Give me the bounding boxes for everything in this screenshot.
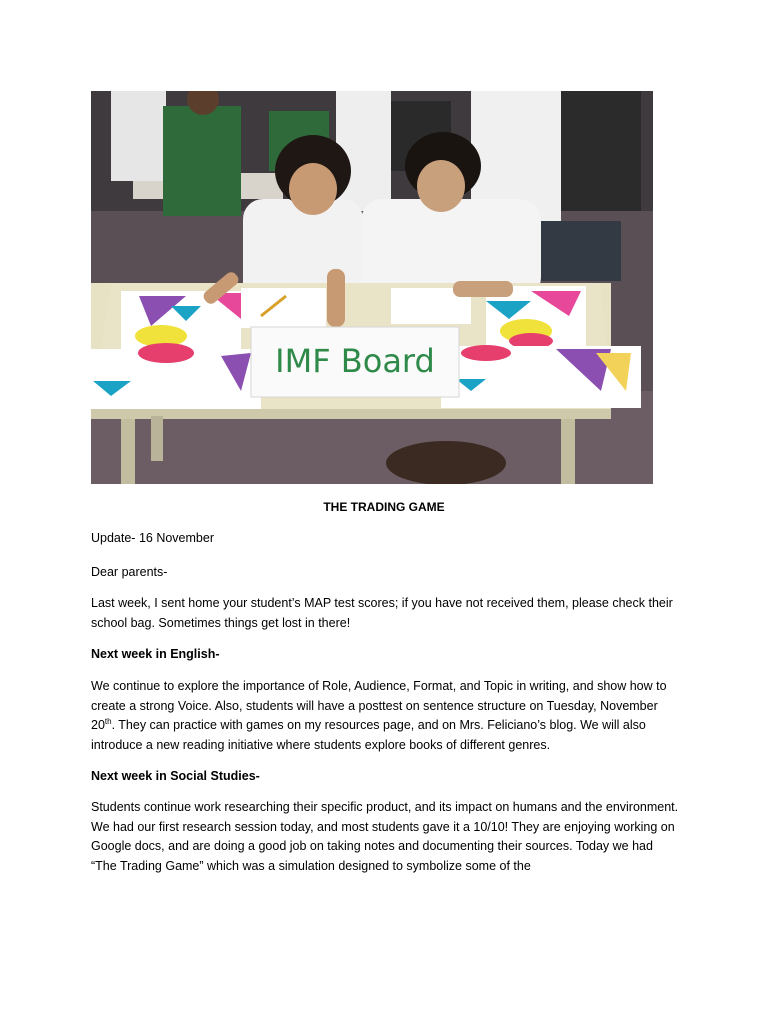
- classroom-photo: [91, 91, 653, 484]
- ordinal-suffix: th: [104, 716, 112, 726]
- sign-text: IMF Board: [275, 342, 435, 380]
- paragraph-english: [91, 677, 681, 755]
- heading-english: Next week in English-: [91, 647, 220, 661]
- update-line: Update- 16 November: [91, 531, 214, 545]
- paragraph-english-part1: We continue to explore the importance of Role, Audience, Format, and Topic in writing, and show how to create a strong Voice. Also, students will have a posttest on sentence structure on Tuesday, November 20: [91, 679, 667, 732]
- paragraph-social-studies: Students continue work researching their specific product, and its impact on humans and the environment. We had our first research session today, and most students gave it a 10/10! They are enjoying working on Google docs, and are doing a good job on taking notes and documenting their sources. Today we had “The Trading Game” which was a simulation designed to symbolize some of the: [91, 800, 679, 873]
- paragraph-map-scores: Last week, I sent home your student’s MAP test scores; if you have not received them, please check their school bag. Sometimes things get lost in there!: [91, 596, 673, 630]
- document-title: THE TRADING GAME: [323, 500, 445, 514]
- heading-social-studies: Next week in Social Studies-: [91, 769, 260, 783]
- greeting: Dear parents-: [91, 565, 168, 579]
- paragraph-english-part2: . They can practice with games on my resources page, and on Mrs. Feliciano’s blog. We will also introduce a new reading initiative where students explore books of different genres.: [91, 718, 646, 752]
